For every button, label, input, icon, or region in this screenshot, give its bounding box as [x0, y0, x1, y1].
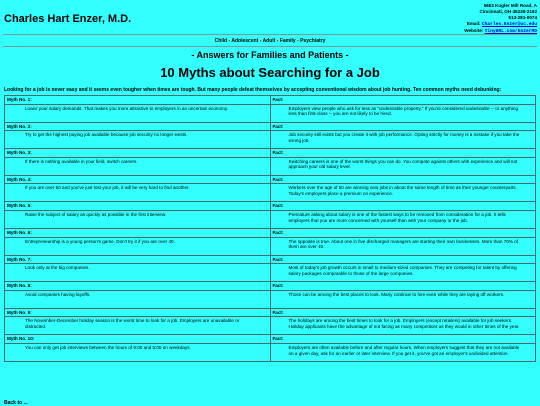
email-row	[464, 21, 537, 28]
nav-divider	[3, 46, 537, 47]
myth-number: Myth No. 1:	[5, 96, 271, 105]
fact-label: Fact:	[270, 96, 536, 105]
myth-text: Raise the subject of salary as quickly as possible in the first interview.	[5, 210, 271, 228]
fact-label: Fact:	[270, 202, 536, 211]
myth-number: Myth No. 5:	[5, 202, 271, 211]
myth-header-row	[5, 149, 536, 158]
myth-number: Myth No. 2:	[5, 122, 271, 131]
website-label: Website:	[464, 28, 484, 33]
myth-body-row	[5, 290, 536, 308]
fact-label: Fact:	[270, 175, 536, 184]
page-title: 10 Myths about Searching for a Job	[160, 65, 380, 80]
myth-number: Myth No. 3:	[5, 149, 271, 158]
myth-header-row	[5, 122, 536, 131]
myth-text: The November-December holiday season is the worst time to look for a job. Employers are unavailable or distracted.	[5, 317, 271, 335]
fact-text: The opposite is true. About one in five discharged managers are starting their own businesses. More than 70% of them are over 40.	[270, 237, 536, 255]
myth-header-row	[5, 202, 536, 211]
fact-label: Fact:	[270, 282, 536, 291]
myth-text: Avoid companies having layoffs.	[5, 290, 271, 308]
myth-header-row	[5, 228, 536, 237]
myth-text: You can only get job interviews between the hours of 9:00 and 5:00 on weekdays.	[5, 343, 271, 361]
myth-header-row	[5, 255, 536, 264]
email-link[interactable]: Charles.Enzer@uc.edu	[481, 22, 537, 27]
page-header	[0, 0, 540, 34]
fact-label: Fact:	[270, 308, 536, 317]
myth-body-row	[5, 343, 536, 361]
fact-label: Fact:	[270, 122, 536, 131]
myth-header-row	[5, 335, 536, 344]
fact-text: Job security still exists but you create it with job performance. Opting strictly for money is a mistake if you take the wrong job.	[270, 131, 536, 149]
intro-paragraph: Looking for a job is never easy and it seems even tougher when times are tough. But many people defeat themselves by accepting conventional wisdom about job hunting. Ten common myths need debunking:	[4, 87, 502, 93]
myth-number: Myth No. 9:	[5, 308, 271, 317]
myth-body-row	[5, 104, 536, 122]
doctor-name: Charles Hart Enzer, M.D.	[4, 13, 132, 25]
specialty-line: Child - Adolescent - Adult - Family - Psychiatry	[214, 38, 326, 44]
myth-body-row	[5, 237, 536, 255]
myth-body-row	[5, 131, 536, 149]
address-line-1: 5663 Kugler Mill Road, A	[483, 3, 537, 8]
fact-label: Fact:	[270, 228, 536, 237]
myth-body-row	[5, 157, 536, 175]
myth-header-row	[5, 308, 536, 317]
myth-text: Look only at the big companies.	[5, 264, 271, 282]
myth-text: Lower your salary demands. That makes you more attractive to employers in an uncertain economy.	[5, 104, 271, 122]
fact-text: Premature asking about salary is one of the fastest ways to be removed from consideration for a job. It tells employers that you are more concerned with yourself than with your company or the job.	[270, 210, 536, 228]
back-link[interactable]: Back to ...	[4, 400, 28, 406]
myth-body-row	[5, 264, 536, 282]
myth-text: Try to get the highest paying job available because job security no longer exists.	[5, 131, 271, 149]
contact-block	[464, 3, 537, 35]
email-label: Email:	[466, 21, 481, 26]
fact-text: Those can be among the best places to look. Many continue to hire even while they are laying off workers.	[270, 290, 536, 308]
fact-text: Most of today's job growth occurs in small to medium-sized companies. They are competing for talent by offering salary packages comparable to those of the large companies.	[270, 264, 536, 282]
myth-body-row	[5, 210, 536, 228]
myth-header-row	[5, 96, 536, 105]
header-divider	[3, 34, 537, 35]
page-subtitle: - Answers for Families and Patients -	[191, 50, 349, 60]
myth-header-row	[5, 175, 536, 184]
myths-table	[4, 95, 536, 362]
fact-label: Fact:	[270, 149, 536, 158]
myth-text: If you are over 50 and you've just lost your job, it will be very hard to find another.	[5, 184, 271, 202]
myth-number: Myth No. 7:	[5, 255, 271, 264]
myth-body-row	[5, 184, 536, 202]
myth-number: Myth No. 4:	[5, 175, 271, 184]
fact-text: Workers over the age of 50 are winning new jobs in about the same length of time as their younger counterparts. Today's employers place a premium on experience.	[270, 184, 536, 202]
address-line-2: Cincinnati, OH 45236-2162	[479, 9, 537, 14]
myth-text: Entrepreneurship is a young person's game. Don't try it if you are over 40.	[5, 237, 271, 255]
myth-body-row	[5, 317, 536, 335]
fact-text: Employers are often available before and after regular hours. When employers suggest that they are not available on a given day, ask for an earlier or later interview. If you get it, you've got an employer's undivided attention.	[270, 343, 536, 361]
fact-label: Fact:	[270, 255, 536, 264]
website-row	[464, 28, 537, 35]
myth-number: Myth No. 10:	[5, 335, 271, 344]
website-link[interactable]: TinyURL.com/EnzerMD	[484, 29, 537, 34]
myth-number: Myth No. 8:	[5, 282, 271, 291]
phone-number: 513-281-0074	[508, 15, 537, 20]
myth-text: If there is nothing available in your field, switch careers.	[5, 157, 271, 175]
fact-label: Fact:	[270, 335, 536, 344]
myth-header-row	[5, 282, 536, 291]
fact-text: Employers view people who ask for less as "undesirable property." If you're considered undesirable -- or anything less than first-class -- you are not likely to be hired.	[270, 104, 536, 122]
fact-text: The holidays are among the best times to look for a job. Employers (except retailers) available for job seekers. Holiday applicants have the advantage of not facing as many competitors as they would in other times of the year.	[270, 317, 536, 335]
myth-number: Myth No. 6:	[5, 228, 271, 237]
fact-text: Switching careers is one of the worst things you can do. You compete against others with experience and will not approach your old salary level.	[270, 157, 536, 175]
